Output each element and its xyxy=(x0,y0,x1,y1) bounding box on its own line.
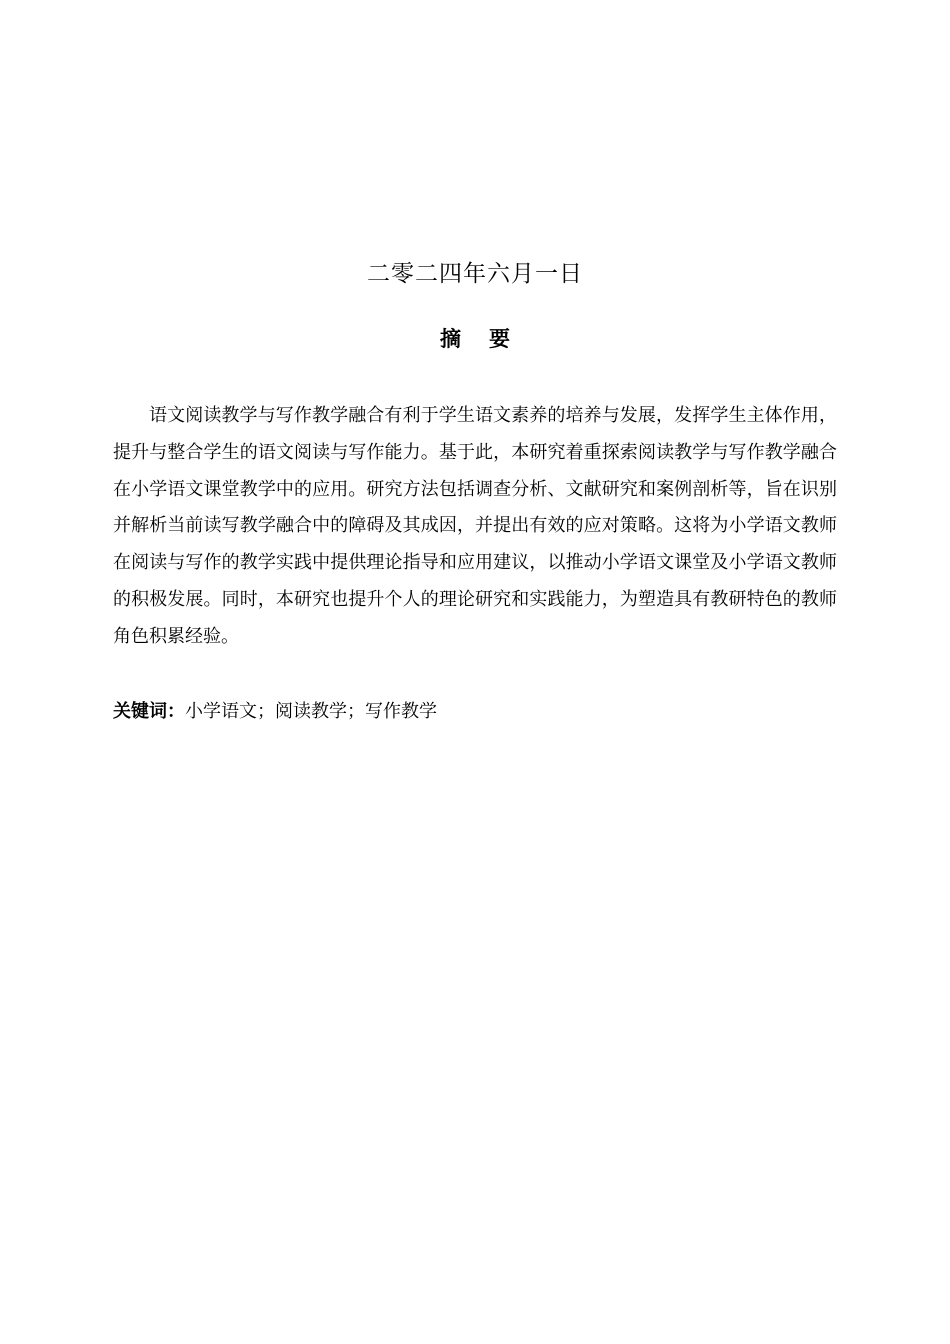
keywords-line xyxy=(113,697,837,727)
keywords-label: 关键词： xyxy=(113,701,185,722)
abstract-heading: 摘要 xyxy=(440,327,538,351)
keywords-values: 小学语文；阅读教学；写作教学 xyxy=(185,701,437,722)
document-date: 二零二四年六月一日 xyxy=(367,261,583,287)
abstract-body: 语文阅读教学与写作教学融合有利于学生语文素养的培养与发展，发挥学生主体作用，提升与整合学生的语文阅读与写作能力。基于此，本研究着重探索阅读教学与写作教学融合在小学语文课堂教学中的应用。研究方法包括调查分析、文献研究和案例剖析等，旨在识别并解析当前读写教学融合中的障碍及其成因，并提出有效的应对策略。这将为小学语文教师在阅读与写作的教学实践中提供理论指导和应用建议，以推动小学语文课堂及小学语文教师的积极发展。同时，本研究也提升个人的理论研究和实践能力，为塑造具有教研特色的教师角色积累经验。 xyxy=(113,405,837,647)
